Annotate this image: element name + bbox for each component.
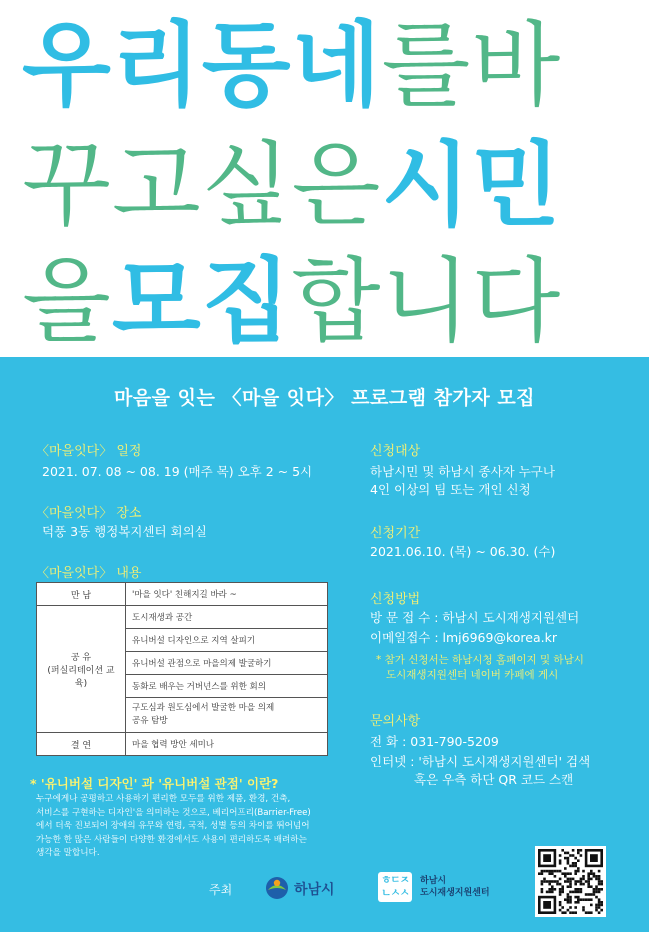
- ud-line: 가능한 한 많은 사람들이 다양한 환경에서도 사용이 편리하도록 배려하는: [36, 834, 307, 845]
- table-row: [37, 733, 328, 756]
- qr-code[interactable]: [535, 846, 606, 917]
- program-table: [36, 582, 328, 756]
- hanam-city-logo: [262, 873, 342, 901]
- city-emblem-icon: [262, 873, 292, 903]
- table-row: [37, 583, 328, 606]
- center-emblem-icon: [378, 872, 412, 902]
- info-panel: [0, 357, 649, 932]
- headline-word: 모집: [111, 248, 292, 355]
- method-visit: 방 문 접 수 : 하남시 도시재생지원센터: [370, 610, 580, 625]
- method-note-2: 도시재생지원센터 네이버 카페에 게시: [386, 669, 559, 681]
- contact-heading: 문의사항: [370, 714, 421, 729]
- table-cell-value: 동화로 배우는 거버넌스를 위한 회의: [126, 675, 328, 698]
- table-cell-value: 유니버설 관점으로 마을의제 발굴하기: [126, 652, 328, 675]
- table-cell-value: 유니버설 디자인으로 지역 살피기: [126, 629, 328, 652]
- schedule-text: 2021. 07. 08 ~ 08. 19 (매주 목) 오후 2 ~ 5시: [42, 464, 313, 479]
- headline-word: 우리동네: [22, 12, 382, 119]
- content-heading: 〈마을잇다〉 내용: [36, 566, 142, 581]
- contact-web-2: 혹은 우측 하단 QR 코드 스캔: [414, 772, 574, 787]
- headline-word: 시민: [381, 132, 562, 239]
- place-text: 덕풍 3동 행정복지센터 회의실: [42, 524, 207, 539]
- center-name-line: 하남시: [420, 876, 447, 886]
- table-cell-label: [37, 606, 126, 733]
- center-name-line: 도시재생지원센터: [420, 888, 490, 898]
- period-heading: 신청기간: [370, 526, 421, 541]
- method-heading: 신청방법: [370, 592, 421, 607]
- center-emblem-text: ㅎㄷㅈ ㄴㅅㅅ: [381, 874, 409, 899]
- headline-word: 을: [22, 248, 112, 355]
- table-cell-label: 결 연: [37, 733, 126, 756]
- table-cell-value: 마을 협력 방안 세미나: [126, 733, 328, 756]
- city-logo-text: 하남시: [294, 882, 335, 898]
- target-line-2: 4인 이상의 팀 또는 개인 신청: [370, 482, 531, 497]
- period-text: 2021.06.10. (목) ~ 06.30. (수): [370, 544, 556, 559]
- regeneration-center-logo: [378, 867, 528, 907]
- table-cell-value: [126, 698, 328, 733]
- headline: [0, 0, 649, 356]
- method-note-1: * 참가 신청서는 하남시청 홈페이지 및 하남시: [376, 654, 584, 666]
- share-sublabel: (퍼실리테이션 교육): [47, 665, 115, 689]
- universal-design-title: * '유니버설 디자인' 과 '유니버설 관점' 이란?: [30, 776, 279, 791]
- share-item-line: 공유 탐방: [132, 716, 168, 726]
- table-row: [37, 606, 328, 629]
- table-cell-label: 만 남: [37, 583, 126, 606]
- headline-row-3: [22, 248, 562, 355]
- target-line-1: 하남시민 및 하남시 종사자 누구나: [370, 464, 555, 479]
- place-heading: 〈마을잇다〉 장소: [36, 506, 142, 521]
- schedule-heading: 〈마을잇다〉 일정: [36, 444, 142, 459]
- center-name: [420, 875, 490, 899]
- universal-design-body: [36, 793, 336, 861]
- host-label: 주최: [209, 883, 233, 897]
- headline-word: 를바: [381, 12, 562, 119]
- headline-row-1: [22, 12, 562, 119]
- share-item-line: 구도심과 원도심에서 발굴한 마을 의제: [132, 703, 275, 713]
- contact-phone: 전 화 : 031-790-5209: [370, 734, 499, 749]
- headline-row-2: [22, 132, 562, 239]
- method-email: 이메일접수 : lmj6969@korea.kr: [370, 630, 557, 645]
- table-cell-value: 도시재생과 공간: [126, 606, 328, 629]
- ud-line: 에서 더욱 진보되어 장애의 유무와 연령, 국적, 성별 등의 차이를 뛰어넘어: [36, 821, 310, 832]
- panel-title: 마음을 잇는 〈마을 잇다〉 프로그램 참가자 모집: [113, 387, 536, 409]
- qr-code-icon: [535, 846, 606, 917]
- contact-web-1: 인터넷 : '하남시 도시재생지원센터' 검색: [370, 754, 591, 769]
- target-heading: 신청대상: [370, 444, 421, 459]
- share-label: 공 유: [70, 652, 92, 663]
- ud-line: 서비스를 구현하는 디자인'을 의미하는 것으로, 베리어프리(Barrier-Free): [36, 807, 311, 818]
- ud-line: 생각을 말합니다.: [36, 848, 100, 859]
- ud-line: 누구에게나 공평하고 사용하기 편리한 모두를 위한 제품, 환경, 건축,: [36, 794, 291, 804]
- table-cell-value: '마을 잇다' 친해지길 바라 ~: [126, 583, 328, 606]
- headline-word: 합니다: [291, 248, 562, 355]
- headline-word: 꾸고싶은: [22, 132, 382, 239]
